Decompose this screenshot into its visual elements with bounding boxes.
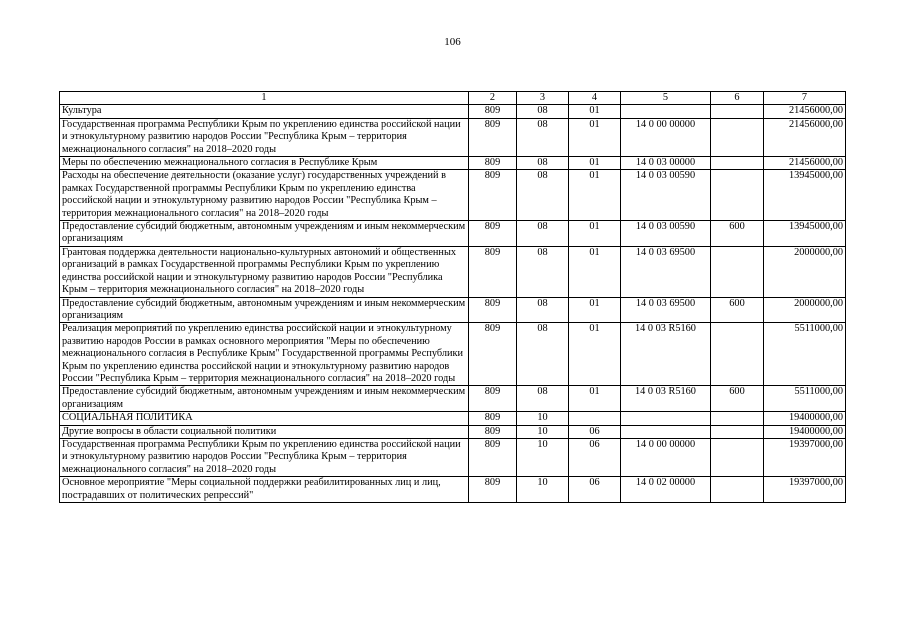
row-ved: 809 [469,386,517,412]
row-csr: 14 0 03 R5160 [621,323,711,386]
row-rz: 08 [517,297,569,323]
row-rz: 08 [517,323,569,386]
row-rz: 10 [517,425,569,438]
row-vr [711,323,764,386]
row-name: Грантовая поддержка деятельности национально-культурных автономий и общественных организаций в рамках Государственной программы Республики Крым по укреплению единства российской нации и этнокультурному развитию народов России "Республика Крым – территория межнационального согласия" на 2018–2020 годы [60,246,469,297]
row-ved: 809 [469,118,517,156]
row-vr [711,425,764,438]
row-rz: 08 [517,105,569,118]
row-pr: 06 [569,477,621,503]
row-csr: 14 0 03 69500 [621,297,711,323]
table-row [60,246,846,297]
header-cell-ved: 2 [469,92,517,105]
row-name: СОЦИАЛЬНАЯ ПОЛИТИКА [60,412,469,425]
row-rz: 08 [517,157,569,170]
row-sum: 19397000,00 [764,477,846,503]
row-vr [711,246,764,297]
row-csr: 14 0 03 R5160 [621,386,711,412]
row-ved: 809 [469,221,517,247]
row-pr: 01 [569,323,621,386]
row-csr: 14 0 03 00590 [621,221,711,247]
table-row [60,412,846,425]
table-row [60,157,846,170]
table-row [60,386,846,412]
row-csr: 14 0 00 00000 [621,118,711,156]
table-row [60,425,846,438]
row-rz: 10 [517,477,569,503]
row-vr [711,412,764,425]
row-pr: 01 [569,246,621,297]
row-vr [711,118,764,156]
row-sum: 2000000,00 [764,297,846,323]
row-csr [621,425,711,438]
header-row [60,92,846,105]
row-name: Меры по обеспечению межнационального согласия в Республике Крым [60,157,469,170]
table-row [60,105,846,118]
row-ved: 809 [469,105,517,118]
row-ved: 809 [469,412,517,425]
row-sum: 19400000,00 [764,425,846,438]
row-ved: 809 [469,157,517,170]
row-sum: 13945000,00 [764,221,846,247]
row-sum: 19397000,00 [764,438,846,476]
row-sum: 13945000,00 [764,170,846,221]
row-csr: 14 0 03 00590 [621,170,711,221]
header-cell-vr: 6 [711,92,764,105]
row-csr [621,412,711,425]
row-pr: 01 [569,221,621,247]
table-row [60,477,846,503]
row-name: Другие вопросы в области социальной политики [60,425,469,438]
row-ved: 809 [469,170,517,221]
row-name: Основное мероприятие "Меры социальной поддержки реабилитированных лиц и лиц, пострадавших от политических репрессий" [60,477,469,503]
row-ved: 809 [469,438,517,476]
row-ved: 809 [469,246,517,297]
row-name: Государственная программа Республики Крым по укреплению единства российской нации и этнокультурному развитию народов России "Республика Крым – территория межнационального согласия" на 2018–2020 годы [60,438,469,476]
row-pr: 06 [569,425,621,438]
row-rz: 08 [517,221,569,247]
row-csr: 14 0 00 00000 [621,438,711,476]
row-csr: 14 0 03 00000 [621,157,711,170]
header-cell-rz: 3 [517,92,569,105]
row-name: Реализация мероприятий по укреплению единства российской нации и этнокультурному развитию народов России в рамках основного мероприятия "Меры по обеспечению межнационального согласия в Республике Крым" Государственной программы Республики Крым по укреплению единства российской нации и этнокультурному развитию народов России "Республика Крым – территория межнационального согласия" на 2018–2020 годы [60,323,469,386]
row-rz: 08 [517,170,569,221]
row-vr: 600 [711,221,764,247]
row-vr: 600 [711,297,764,323]
row-vr [711,438,764,476]
table-row [60,170,846,221]
header-cell-csr: 5 [621,92,711,105]
row-name: Культура [60,105,469,118]
table-row [60,323,846,386]
row-rz: 10 [517,438,569,476]
row-vr: 600 [711,386,764,412]
header-cell-name: 1 [60,92,469,105]
row-rz: 08 [517,386,569,412]
row-pr: 01 [569,297,621,323]
row-pr: 06 [569,438,621,476]
row-rz: 08 [517,246,569,297]
row-csr [621,105,711,118]
row-csr: 14 0 02 00000 [621,477,711,503]
row-ved: 809 [469,425,517,438]
row-pr: 01 [569,157,621,170]
table-row [60,297,846,323]
row-sum: 21456000,00 [764,105,846,118]
row-vr [711,170,764,221]
row-vr [711,105,764,118]
row-ved: 809 [469,323,517,386]
row-pr: 01 [569,386,621,412]
row-pr [569,412,621,425]
row-rz: 10 [517,412,569,425]
row-rz: 08 [517,118,569,156]
page-number: 106 [444,36,461,48]
row-sum: 5511000,00 [764,323,846,386]
row-name: Расходы на обеспечение деятельности (оказание услуг) государственных учреждений в рамках Государственной программы Республики Крым по укреплению единства российской нации и этнокультурному развитию народов России "Республика Крым – территория межнационального согласия" на 2018–2020 годы [60,170,469,221]
table-row [60,438,846,476]
row-sum: 21456000,00 [764,118,846,156]
row-pr: 01 [569,105,621,118]
row-sum: 21456000,00 [764,157,846,170]
row-csr: 14 0 03 69500 [621,246,711,297]
row-name: Предоставление субсидий бюджетным, автономным учреждениям и иным некоммерческим организациям [60,386,469,412]
row-name: Предоставление субсидий бюджетным, автономным учреждениям и иным некоммерческим организациям [60,297,469,323]
row-sum: 2000000,00 [764,246,846,297]
row-sum: 19400000,00 [764,412,846,425]
table-row [60,221,846,247]
row-ved: 809 [469,297,517,323]
header-cell-pr: 4 [569,92,621,105]
row-pr: 01 [569,118,621,156]
row-sum: 5511000,00 [764,386,846,412]
header-cell-sum: 7 [764,92,846,105]
row-vr [711,157,764,170]
row-vr [711,477,764,503]
budget-table [59,91,846,503]
table-row [60,118,846,156]
row-ved: 809 [469,477,517,503]
row-name: Предоставление субсидий бюджетным, автономным учреждениям и иным некоммерческим организациям [60,221,469,247]
row-pr: 01 [569,170,621,221]
row-name: Государственная программа Республики Крым по укреплению единства российской нации и этнокультурному развитию народов России "Республика Крым – территория межнационального согласия" на 2018–2020 годы [60,118,469,156]
